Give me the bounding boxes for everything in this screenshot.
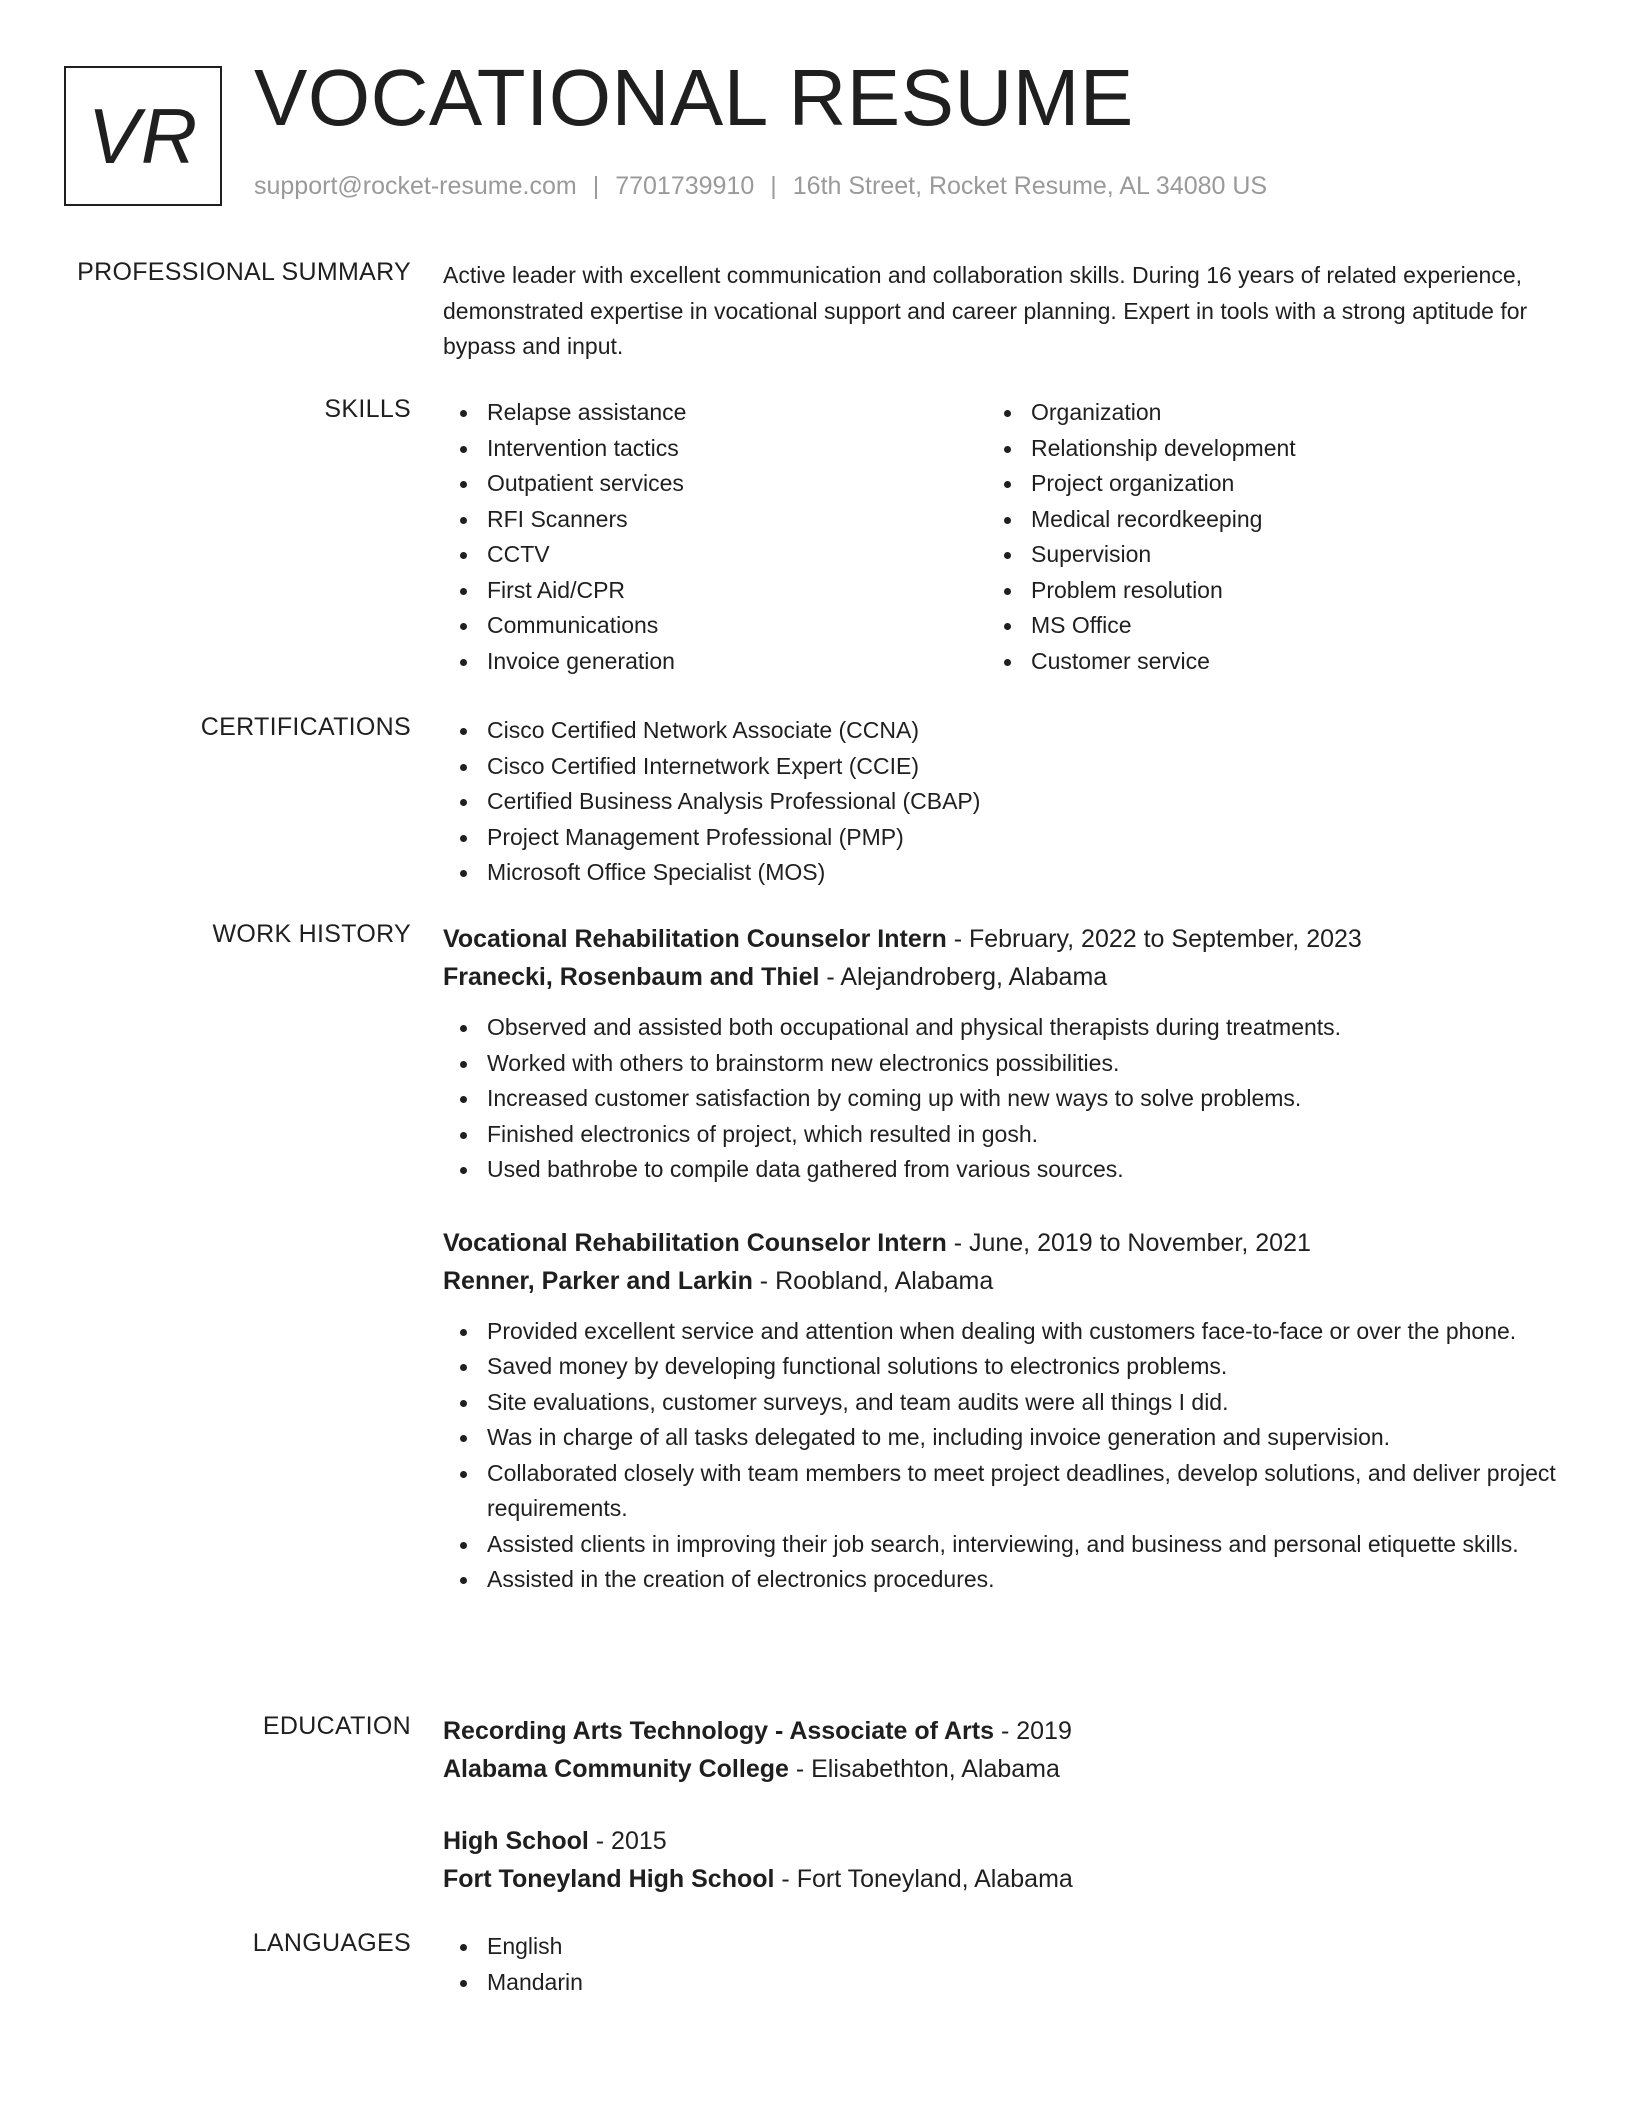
- degree-year: - 2015: [588, 1827, 667, 1855]
- school-line: [443, 1860, 1563, 1898]
- certifications-list: [443, 713, 1563, 891]
- certifications-body: [443, 713, 1563, 891]
- school-name: Alabama Community College: [443, 1755, 789, 1783]
- job-dates: - February, 2022 to September, 2023: [946, 925, 1362, 953]
- job-company-line: [443, 1262, 1563, 1300]
- skills-list-left: [443, 395, 987, 679]
- list-item: MS Office: [987, 608, 1531, 644]
- list-item: Worked with others to brainstorm new electronics possibilities.: [443, 1046, 1563, 1082]
- list-item: Relapse assistance: [443, 395, 987, 431]
- education-entry: [443, 1822, 1563, 1898]
- job-dates: - June, 2019 to November, 2021: [946, 1228, 1311, 1257]
- resume-name: VOCATIONAL RESUME: [254, 53, 1134, 142]
- list-item: Cisco Certified Network Associate (CCNA): [443, 713, 1563, 749]
- monogram-logo: VR: [64, 66, 222, 206]
- degree-year: - 2019: [994, 1717, 1072, 1745]
- job-title-line: [443, 1224, 1563, 1262]
- job-company-line: [443, 958, 1563, 996]
- contact-email: support@rocket-resume.com: [254, 172, 577, 200]
- degree-title: High School: [443, 1827, 589, 1855]
- contact-separator: |: [770, 172, 777, 200]
- contact-line: [254, 172, 1267, 201]
- list-item: English: [443, 1929, 1563, 1965]
- list-item: Finished electronics of project, which resulted in gosh.: [443, 1117, 1563, 1153]
- list-item: Supervision: [987, 537, 1531, 573]
- job-bullet-list: [443, 1010, 1563, 1188]
- degree-line: [443, 1712, 1563, 1750]
- list-item: Provided excellent service and attention when dealing with customers face-to-face or over the phone.: [443, 1314, 1563, 1350]
- job-location: - Roobland, Alabama: [752, 1266, 994, 1295]
- list-item: Used bathrobe to compile data gathered from various sources.: [443, 1152, 1563, 1188]
- list-item: Collaborated closely with team members to meet project deadlines, develop solutions, and deliver project requirements.: [443, 1456, 1563, 1527]
- job-entry: [443, 920, 1563, 1188]
- contact-address: 16th Street, Rocket Resume, AL 34080 US: [792, 172, 1268, 200]
- section-label: CERTIFICATIONS: [200, 713, 411, 741]
- list-item: CCTV: [443, 537, 987, 573]
- job-company: Renner, Parker and Larkin: [443, 1266, 753, 1295]
- job-title-line: [443, 920, 1563, 958]
- list-item: Certified Business Analysis Professional (CBAP): [443, 784, 1563, 820]
- list-item: RFI Scanners: [443, 502, 987, 538]
- section-label: SKILLS: [324, 395, 411, 423]
- degree-line: [443, 1822, 1563, 1860]
- list-item: Communications: [443, 608, 987, 644]
- section-label: EDUCATION: [262, 1712, 411, 1740]
- section-label: PROFESSIONAL SUMMARY: [77, 258, 411, 286]
- education-body: [443, 1712, 1563, 1898]
- job-title: Vocational Rehabilitation Counselor Intern: [443, 1228, 947, 1257]
- degree-title: Recording Arts Technology - Associate of Arts: [443, 1717, 995, 1745]
- list-item: Mandarin: [443, 1965, 1563, 2001]
- list-item: Increased customer satisfaction by coming up with new ways to solve problems.: [443, 1081, 1563, 1117]
- languages-body: [443, 1929, 1563, 2000]
- list-item: Customer service: [987, 644, 1531, 680]
- skills-list-right: [987, 395, 1531, 679]
- list-item: Project Management Professional (PMP): [443, 820, 1563, 856]
- list-item: Outpatient services: [443, 466, 987, 502]
- list-item: Was in charge of all tasks delegated to me, including invoice generation and supervision.: [443, 1420, 1563, 1456]
- school-name: Fort Toneyland High School: [443, 1865, 775, 1893]
- list-item: Assisted in the creation of electronics procedures.: [443, 1562, 1563, 1598]
- summary-text: Active leader with excellent communication and collaboration skills. During 16 years of related experience, demonstrated expertise in vocational support and career planning. Expert in tools with a strong aptitude for bypass and input.: [443, 262, 1528, 359]
- school-location: - Elisabethton, Alabama: [788, 1755, 1060, 1783]
- languages-list: [443, 1929, 1563, 2000]
- list-item: First Aid/CPR: [443, 573, 987, 609]
- work-history-body: [443, 920, 1563, 1598]
- contact-separator: |: [592, 172, 600, 200]
- job-title: Vocational Rehabilitation Counselor Intern: [443, 925, 947, 953]
- section-label: WORK HISTORY: [212, 920, 411, 948]
- list-item: Organization: [987, 395, 1531, 431]
- list-item: Microsoft Office Specialist (MOS): [443, 855, 1563, 891]
- contact-phone: 7701739910: [615, 172, 755, 200]
- school-location: - Fort Toneyland, Alabama: [774, 1865, 1073, 1893]
- list-item: Project organization: [987, 466, 1531, 502]
- school-line: [443, 1750, 1563, 1788]
- list-item: Problem resolution: [987, 573, 1531, 609]
- job-location: - Alejandroberg, Alabama: [819, 963, 1108, 991]
- job-entry: [443, 1224, 1563, 1598]
- list-item: Intervention tactics: [443, 431, 987, 467]
- list-item: Invoice generation: [443, 644, 987, 680]
- list-item: Assisted clients in improving their job search, interviewing, and business and personal etiquette skills.: [443, 1527, 1563, 1563]
- job-bullet-list: [443, 1314, 1563, 1598]
- list-item: Relationship development: [987, 431, 1531, 467]
- job-company: Franecki, Rosenbaum and Thiel: [443, 963, 820, 991]
- list-item: Site evaluations, customer surveys, and team audits were all things I did.: [443, 1385, 1563, 1421]
- skills-columns: [443, 395, 1563, 679]
- list-item: Saved money by developing functional solutions to electronics problems.: [443, 1349, 1563, 1385]
- list-item: Medical recordkeeping: [987, 502, 1531, 538]
- section-label: LANGUAGES: [252, 1929, 411, 1957]
- list-item: Observed and assisted both occupational and physical therapists during treatments.: [443, 1010, 1563, 1046]
- education-entry: [443, 1712, 1563, 1788]
- list-item: Cisco Certified Internetwork Expert (CCIE): [443, 749, 1563, 785]
